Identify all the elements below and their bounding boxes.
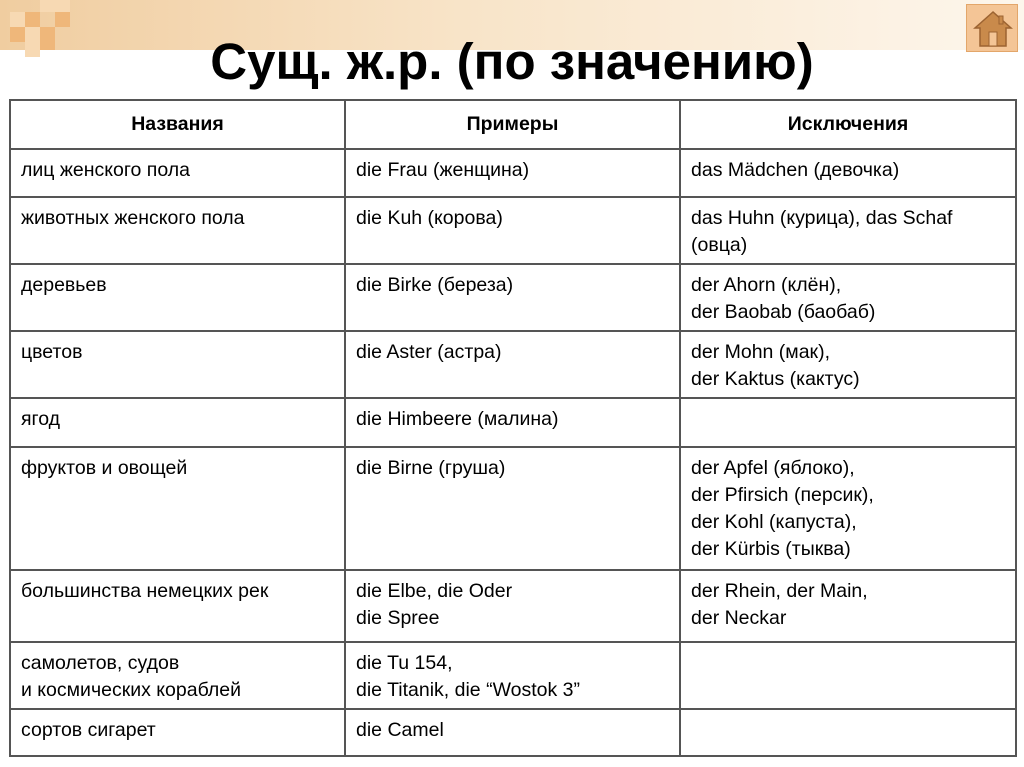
cell-example: die Frau (женщина) [345, 149, 680, 197]
table-header-row [10, 100, 1016, 149]
decorative-square [25, 12, 40, 27]
cell-exception: der Mohn (мак), der Kaktus (кактус) [680, 331, 1016, 398]
cell-example: die Himbeere (малина) [345, 398, 680, 447]
cell-example: die Kuh (корова) [345, 197, 680, 264]
cell-name: фруктов и овощей [10, 447, 345, 570]
cell-exception: das Mädchen (девочка) [680, 149, 1016, 197]
table-row [10, 642, 1016, 709]
cell-name: цветов [10, 331, 345, 398]
page-title: Сущ. ж.р. (по значению) [210, 33, 814, 90]
header-examples: Примеры [345, 100, 680, 149]
cell-exception: der Apfel (яблоко), der Pfirsich (персик), der Kohl (капуста), der Kürbis (тыква) [680, 447, 1016, 570]
header-exceptions: Исключения [680, 100, 1016, 149]
cell-exception: das Huhn (курица), das Schaf (овца) [680, 197, 1016, 264]
table-row [10, 709, 1016, 756]
decorative-square [55, 12, 70, 27]
table-row [10, 264, 1016, 331]
cell-example: die Birke (береза) [345, 264, 680, 331]
table-row [10, 331, 1016, 398]
table-row [10, 570, 1016, 642]
cell-example: die Elbe, die Oder die Spree [345, 570, 680, 642]
cell-exception [680, 642, 1016, 709]
table-row [10, 447, 1016, 570]
cell-name: деревьев [10, 264, 345, 331]
cell-name: лиц женского пола [10, 149, 345, 197]
cell-name: сортов сигарет [10, 709, 345, 756]
cell-name: самолетов, судов и космических кораблей [10, 642, 345, 709]
decorative-square [40, 0, 55, 12]
cell-example: die Camel [345, 709, 680, 756]
table-row [10, 197, 1016, 264]
cell-example: die Aster (астра) [345, 331, 680, 398]
cell-example: die Birne (груша) [345, 447, 680, 570]
cell-exception [680, 709, 1016, 756]
noun-gender-table [9, 99, 1017, 757]
table-row [10, 398, 1016, 447]
header-names: Названия [10, 100, 345, 149]
decorative-square [55, 0, 70, 12]
cell-exception: der Ahorn (клён), der Baobab (баобаб) [680, 264, 1016, 331]
table-row [10, 149, 1016, 197]
cell-name: животных женского пола [10, 197, 345, 264]
cell-exception [680, 398, 1016, 447]
cell-name: большинства немецких рек [10, 570, 345, 642]
cell-name: ягод [10, 398, 345, 447]
cell-exception: der Rhein, der Main, der Neckar [680, 570, 1016, 642]
decorative-square [10, 12, 25, 27]
cell-example: die Tu 154, die Titanik, die “Wostok 3” [345, 642, 680, 709]
